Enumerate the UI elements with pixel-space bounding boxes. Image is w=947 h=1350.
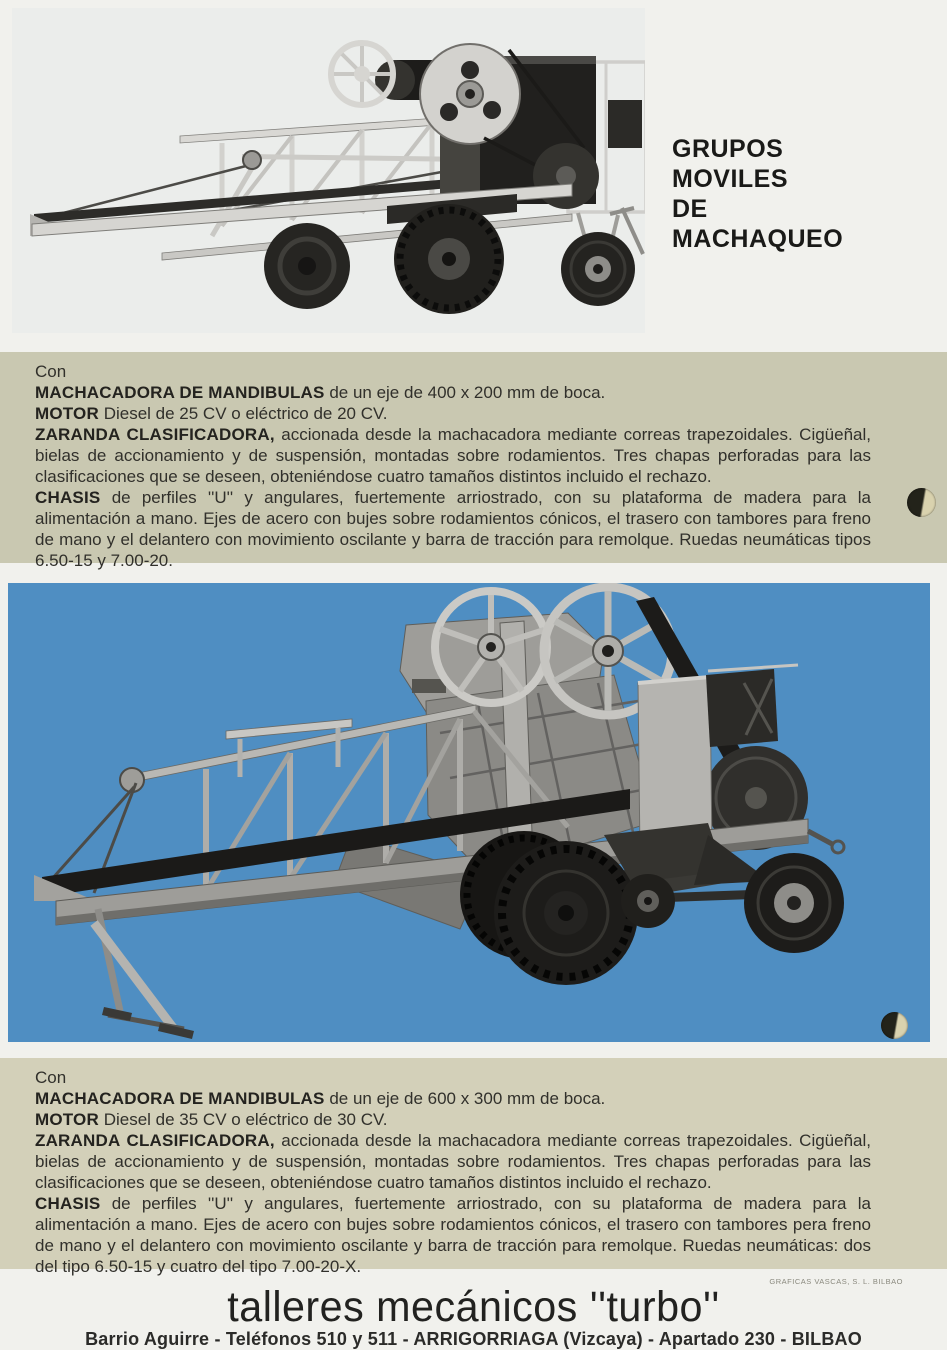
spec-description: de un eje de 400 x 200 mm de boca. bbox=[329, 383, 606, 402]
wheel bbox=[621, 874, 675, 928]
title-line: GRUPOS bbox=[672, 135, 784, 163]
wheel bbox=[561, 213, 635, 306]
spec-description: Diesel de 25 CV o eléctrico de 20 CV. bbox=[103, 404, 388, 423]
spec-item bbox=[35, 1109, 871, 1130]
punch-hole-icon bbox=[881, 1012, 908, 1039]
bottom-machine-illustration bbox=[8, 583, 930, 1042]
spec-description: de un eje de 600 x 300 mm de boca. bbox=[329, 1089, 606, 1108]
flywheel bbox=[420, 44, 520, 144]
wheel bbox=[744, 853, 844, 953]
spec-description: Diesel de 35 CV o eléctrico de 30 CV. bbox=[103, 1110, 388, 1129]
spec-term: ZARANDA CLASIFICADORA, bbox=[35, 425, 275, 444]
spec-intro: Con bbox=[35, 1068, 67, 1087]
flywheel bbox=[331, 43, 393, 105]
spec-term: MACHACADORA DE MANDIBULAS bbox=[35, 383, 325, 402]
motor bbox=[706, 665, 798, 747]
spec-term: ZARANDA CLASIFICADORA, bbox=[35, 1131, 275, 1150]
spec-item bbox=[35, 403, 871, 424]
title-line: DE bbox=[672, 195, 708, 223]
wheel bbox=[494, 841, 638, 985]
spec-term: CHASIS bbox=[35, 488, 101, 507]
top-machine-illustration bbox=[12, 8, 645, 333]
spec-item bbox=[35, 424, 871, 487]
wheel bbox=[264, 223, 350, 309]
spec-item bbox=[35, 1088, 871, 1109]
footer-company-name: talleres mecánicos ''turbo'' bbox=[227, 1283, 720, 1331]
spec-term: MOTOR bbox=[35, 404, 99, 423]
spec-term: MOTOR bbox=[35, 1110, 99, 1129]
spec-description: de perfiles ''U'' y angulares, fuertemente arriostrado, con su plataforma de madera para la alimentación a mano. Ejes de acero con bujes sobre rodamientos cónicos, el trasero con tambores para freno de mano y el delantero con movimiento oscilante y barra de tracción para remolque. Ruedas neumáticas tipos 6.50-15 y 7.00-20. bbox=[35, 488, 871, 570]
spec-item bbox=[35, 487, 871, 571]
footer-address: Barrio Aguirre - Teléfonos 510 y 511 - ARRIGORRIAGA (Vizcaya) - Apartado 230 - BILBAO bbox=[85, 1329, 862, 1349]
spec-item bbox=[35, 382, 871, 403]
spec-description: de perfiles ''U'' y angulares, fuertemente arriostrado, con su plataforma de madera para la alimentación a mano. Ejes de acero con bujes sobre rodamientos cónicos, el trasero con tambores pera freno de mano y el delantero con movimiento oscilante y barra de tracción para remolque. Ruedas neumáticas: dos del tipo 6.50-15 y cuatro del tipo 7.00-20-X. bbox=[35, 1194, 871, 1276]
spec-item bbox=[35, 1130, 871, 1193]
spec-item bbox=[35, 1193, 871, 1277]
spec-description: accionada desde la machacadora mediante correas trapezoidales. Cigüeñal, bielas de accionamiento y de suspensión, montadas sobre rodamientos. Tres chapas perforadas para las clasificaciones que se deseen, obteniéndose cuatro tamaños distintos incluido el rechazo. bbox=[35, 1131, 871, 1192]
spec-band-top bbox=[0, 352, 947, 570]
punch-hole-icon bbox=[907, 488, 936, 517]
wheel bbox=[394, 204, 504, 314]
spec-term: MACHACADORA DE MANDIBULAS bbox=[35, 1089, 325, 1108]
support-legs bbox=[94, 909, 194, 1039]
top-photo bbox=[12, 8, 645, 333]
title-line: MOVILES bbox=[672, 165, 789, 193]
page-title bbox=[672, 134, 843, 254]
bottom-photo bbox=[8, 583, 930, 1042]
printer-credit: GRAFICAS VASCAS, S. L. BILBAO bbox=[769, 1277, 903, 1286]
spec-description: accionada desde la machacadora mediante correas trapezoidales. Cigüeñal, bielas de accionamiento y de suspensión, montadas sobre rodamientos. Tres chapas perforadas para las clasificaciones que se deseen, obteniéndose cuatro tamaños distintos incluido el rechazo. bbox=[35, 425, 871, 486]
spec-band-bottom bbox=[0, 1058, 947, 1276]
spec-intro: Con bbox=[35, 362, 67, 381]
spec-term: CHASIS bbox=[35, 1194, 101, 1213]
title-line: MACHAQUEO bbox=[672, 225, 844, 253]
